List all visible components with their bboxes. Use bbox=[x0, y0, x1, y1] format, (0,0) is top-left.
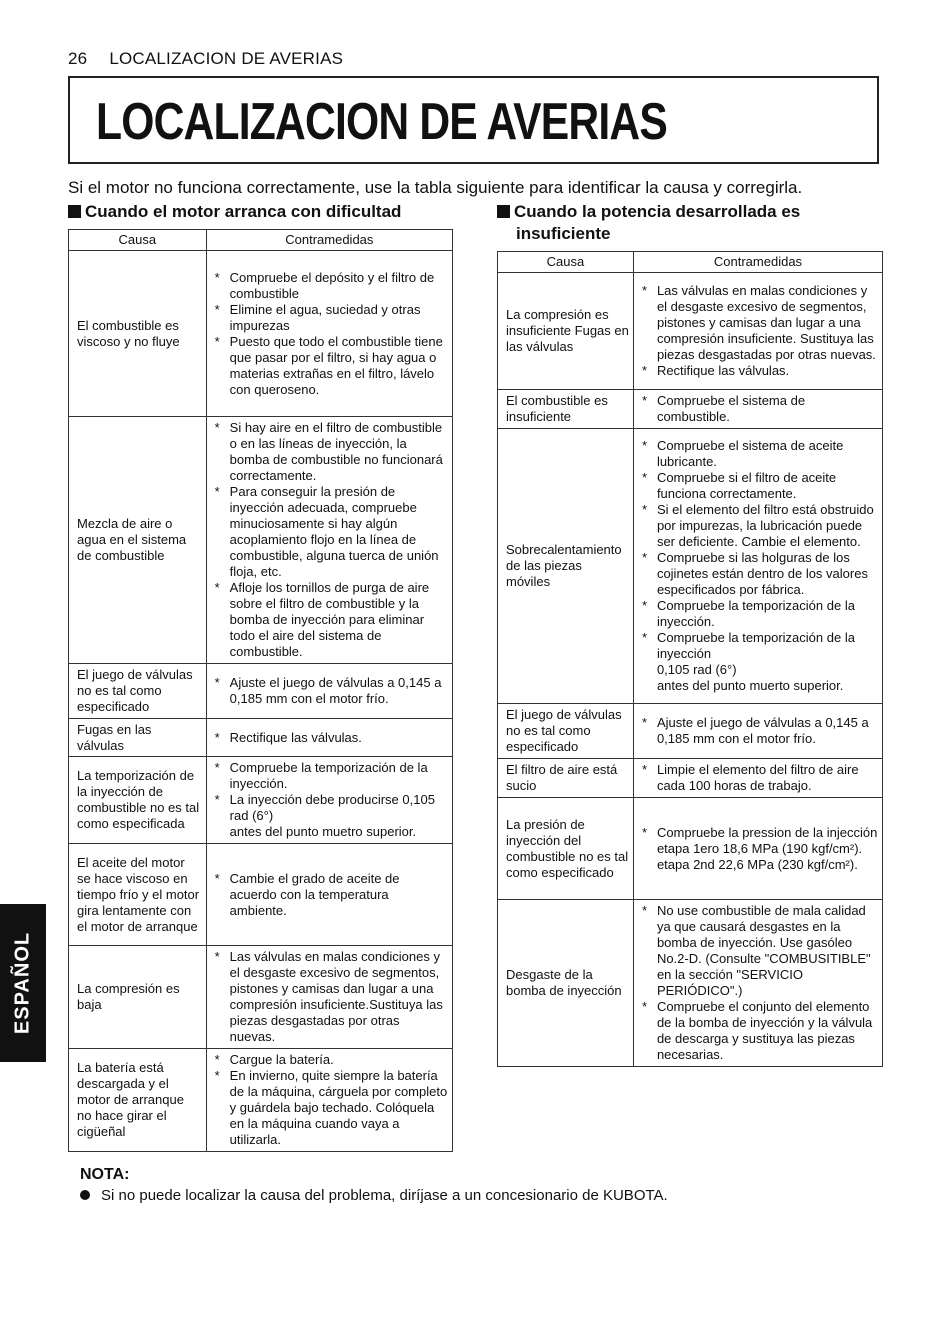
right-section-heading bbox=[497, 201, 800, 245]
header-title: LOCALIZACION DE AVERIAS bbox=[109, 49, 344, 68]
measures-list bbox=[215, 1052, 448, 1148]
measures-cell bbox=[633, 900, 882, 1067]
cause-cell: El aceite del motor se hace viscoso en tiempo frío y el motor gira lentamente con el motor de arranque bbox=[69, 844, 207, 946]
measures-cell bbox=[206, 664, 452, 719]
intro-text: Si el motor no funciona correctamente, use la tabla siguiente para identificar la causa y corregirla. bbox=[68, 178, 803, 197]
measures-cell bbox=[633, 759, 882, 798]
cause-cell: El filtro de aire está sucio bbox=[498, 759, 634, 798]
table-row bbox=[69, 1049, 453, 1152]
column-header-cause: Causa bbox=[69, 230, 207, 251]
cause-cell: Fugas en las válvulas bbox=[69, 719, 207, 757]
cause-cell: El combustible es insuficiente bbox=[498, 390, 634, 429]
table-row bbox=[69, 946, 453, 1049]
measures-list bbox=[215, 420, 448, 660]
table-row bbox=[69, 844, 453, 946]
cause-cell: El juego de válvulas no es tal como especificado bbox=[69, 664, 207, 719]
measure-item: * Compruebe el sistema de aceite lubricante. bbox=[642, 438, 878, 470]
measures-cell bbox=[206, 1049, 452, 1152]
column-header-measures: Contramedidas bbox=[206, 230, 452, 251]
measure-item: * Compruebe la pression de la injección etapa 1ero 18,6 MPa (190 kgf/cm²). etapa 2nd 22,6 MPa (230 kgf/cm²). bbox=[642, 825, 878, 873]
measure-item: * Ajuste el juego de válvulas a 0,145 a 0,185 mm con el motor frío. bbox=[642, 715, 878, 747]
measure-item: * Elimine el agua, suciedad y otras impurezas bbox=[215, 302, 448, 334]
left-section-heading bbox=[68, 201, 401, 223]
measures-cell bbox=[206, 719, 452, 757]
measures-cell bbox=[633, 798, 882, 900]
measures-cell bbox=[633, 704, 882, 759]
measure-item: * Las válvulas en malas condiciones y el desgaste excesivo de segmentos, pistones y camisas dan lugar a una compresión insuficiente.Sustituya las piezas desgastadas por otras nuevas. bbox=[215, 949, 448, 1045]
cause-cell: Sobrecalentamiento de las piezas móviles bbox=[498, 429, 634, 704]
page-number: 26 bbox=[68, 49, 88, 68]
measures-list bbox=[642, 393, 878, 425]
title-box bbox=[68, 76, 879, 164]
language-side-tab bbox=[0, 904, 46, 1062]
measures-list bbox=[642, 825, 878, 873]
measure-item: * Limpie el elemento del filtro de aire cada 100 horas de trabajo. bbox=[642, 762, 878, 794]
cause-cell: El juego de válvulas no es tal como especificado bbox=[498, 704, 634, 759]
measure-item: * Si hay aire en el filtro de combustible o en las líneas de inyección, la bomba de combustible no funcionará correctamente. bbox=[215, 420, 448, 484]
table-row bbox=[69, 251, 453, 417]
column-header-measures: Contramedidas bbox=[633, 252, 882, 273]
left-heading-text: Cuando el motor arranca con dificultad bbox=[85, 202, 402, 221]
table-row bbox=[498, 273, 883, 390]
measures-list bbox=[215, 949, 448, 1045]
right-heading-line2: insuficiente bbox=[516, 224, 611, 243]
measure-item: * La inyección debe producirse 0,105 rad (6°) antes del punto muetro superior. bbox=[215, 792, 448, 840]
measure-item: * Puesto que todo el combustible tiene que pasar por el filtro, si hay agua o materias extrañas en el filtro, lávelo con queroseno. bbox=[215, 334, 448, 398]
language-label: ESPAÑOL bbox=[11, 931, 34, 1035]
measures-cell bbox=[633, 429, 882, 704]
measure-item: * Compruebe el conjunto del elemento de la bomba de inyección y la válvula de descarga y sustituya las piezas necesarias. bbox=[642, 999, 878, 1063]
measure-item: * Compruebe la temporización de la inyección. bbox=[215, 760, 448, 792]
cause-cell: Desgaste de la bomba de inyección bbox=[498, 900, 634, 1067]
measure-item: * Compruebe la temporización de la inyección. bbox=[642, 598, 878, 630]
cause-cell: El combustible es viscoso y no fluye bbox=[69, 251, 207, 417]
right-troubleshooting-table bbox=[497, 251, 883, 1067]
square-bullet-icon bbox=[497, 205, 510, 218]
measures-list bbox=[642, 715, 878, 747]
measures-cell bbox=[206, 417, 452, 664]
measures-list bbox=[642, 903, 878, 1063]
measures-cell bbox=[206, 251, 452, 417]
measures-list bbox=[215, 270, 448, 398]
table-row bbox=[498, 429, 883, 704]
measure-item: * No use combustible de mala calidad ya que causará desgastes en la bomba de inyección. Use gasóleo No.2-D. (Consulte "COMBUSITIBLE" en la sección "SERVICIO PERIÓDICO".) bbox=[642, 903, 878, 999]
right-heading-line1: Cuando la potencia desarrollada es bbox=[514, 202, 801, 221]
measure-item: * Las válvulas en malas condiciones y el desgaste excesivo de segmentos, pistones y camisas dan lugar a una compresión insuficiente. Sustituya las piezas desgastadas por otras nuevas. bbox=[642, 283, 878, 363]
measure-item: * Compruebe si el filtro de aceite funciona correctamente. bbox=[642, 470, 878, 502]
measures-cell bbox=[633, 273, 882, 390]
page-header bbox=[68, 49, 343, 69]
measure-item: * Rectifique las válvulas. bbox=[642, 363, 878, 379]
measures-list bbox=[215, 760, 448, 840]
measures-list bbox=[642, 283, 878, 379]
measure-item: * Compruebe si las holguras de los cojinetes están dentro de los valores especificados por fábrica. bbox=[642, 550, 878, 598]
measures-cell bbox=[206, 757, 452, 844]
measure-item: * Afloje los tornillos de purga de aire sobre el filtro de combustible y la bomba de inyección para eliminar todo el aire del sistema de combustible. bbox=[215, 580, 448, 660]
cause-cell: Mezcla de aire o agua en el sistema de combustible bbox=[69, 417, 207, 664]
note-text: Si no puede localizar la causa del problema, diríjase a un concesionario de KUBOTA. bbox=[101, 1187, 668, 1204]
column-header-cause: Causa bbox=[498, 252, 634, 273]
measure-item: * Para conseguir la presión de inyección adecuada, compruebe minuciosamente si hay algún acoplamiento flojo en la línea de combustible, alguna tuerca de unión floja, etc. bbox=[215, 484, 448, 580]
measure-item: * Si el elemento del filtro está obstruido por impurezas, la lubricación puede ser deficiente. Cambie el elemento. bbox=[642, 502, 878, 550]
cause-cell: La presión de inyección del combustible no es tal como especificado bbox=[498, 798, 634, 900]
measures-list bbox=[642, 438, 878, 694]
measure-item: * Cambie el grado de aceite de acuerdo con la temperatura ambiente. bbox=[215, 871, 448, 919]
cause-cell: La compresión es insuficiente Fugas en las válvulas bbox=[498, 273, 634, 390]
bullet-icon bbox=[80, 1190, 90, 1200]
left-troubleshooting-table bbox=[68, 229, 453, 1152]
note-item bbox=[80, 1187, 668, 1204]
measure-item: * Compruebe el sistema de combustible. bbox=[642, 393, 878, 425]
measure-item: * Ajuste el juego de válvulas a 0,145 a 0,185 mm con el motor frío. bbox=[215, 675, 448, 707]
measure-item: * En invierno, quite siempre la batería de la máquina, cárguela por completo y guárdela bajo techado. Colóquela en la máquina cuando vaya a utilizarla. bbox=[215, 1068, 448, 1148]
measures-list bbox=[215, 730, 448, 746]
table-row bbox=[69, 757, 453, 844]
measures-cell bbox=[206, 946, 452, 1049]
cause-cell: La temporización de la inyección de combustible no es tal como especificada bbox=[69, 757, 207, 844]
measure-item: * Rectifique las válvulas. bbox=[215, 730, 448, 746]
table-row bbox=[69, 417, 453, 664]
table-row bbox=[498, 900, 883, 1067]
measures-list bbox=[215, 675, 448, 707]
cause-cell: La batería está descargada y el motor de arranque no hace girar el cigüeñal bbox=[69, 1049, 207, 1152]
measure-item: * Cargue la batería. bbox=[215, 1052, 448, 1068]
square-bullet-icon bbox=[68, 205, 81, 218]
measure-item: * Compruebe el depósito y el filtro de combustible bbox=[215, 270, 448, 302]
measures-list bbox=[642, 762, 878, 794]
measure-item: * Compruebe la temporización de la inyección 0,105 rad (6°) antes del punto muerto superior. bbox=[642, 630, 878, 694]
page-title: LOCALIZACION DE AVERIAS bbox=[96, 93, 668, 151]
table-row bbox=[498, 390, 883, 429]
table-row bbox=[69, 719, 453, 757]
table-row bbox=[69, 664, 453, 719]
table-row bbox=[498, 704, 883, 759]
cause-cell: La compresión es baja bbox=[69, 946, 207, 1049]
note-label: NOTA: bbox=[80, 1166, 130, 1183]
table-row bbox=[498, 798, 883, 900]
measures-cell bbox=[633, 390, 882, 429]
table-row bbox=[498, 759, 883, 798]
measures-list bbox=[215, 871, 448, 919]
measures-cell bbox=[206, 844, 452, 946]
